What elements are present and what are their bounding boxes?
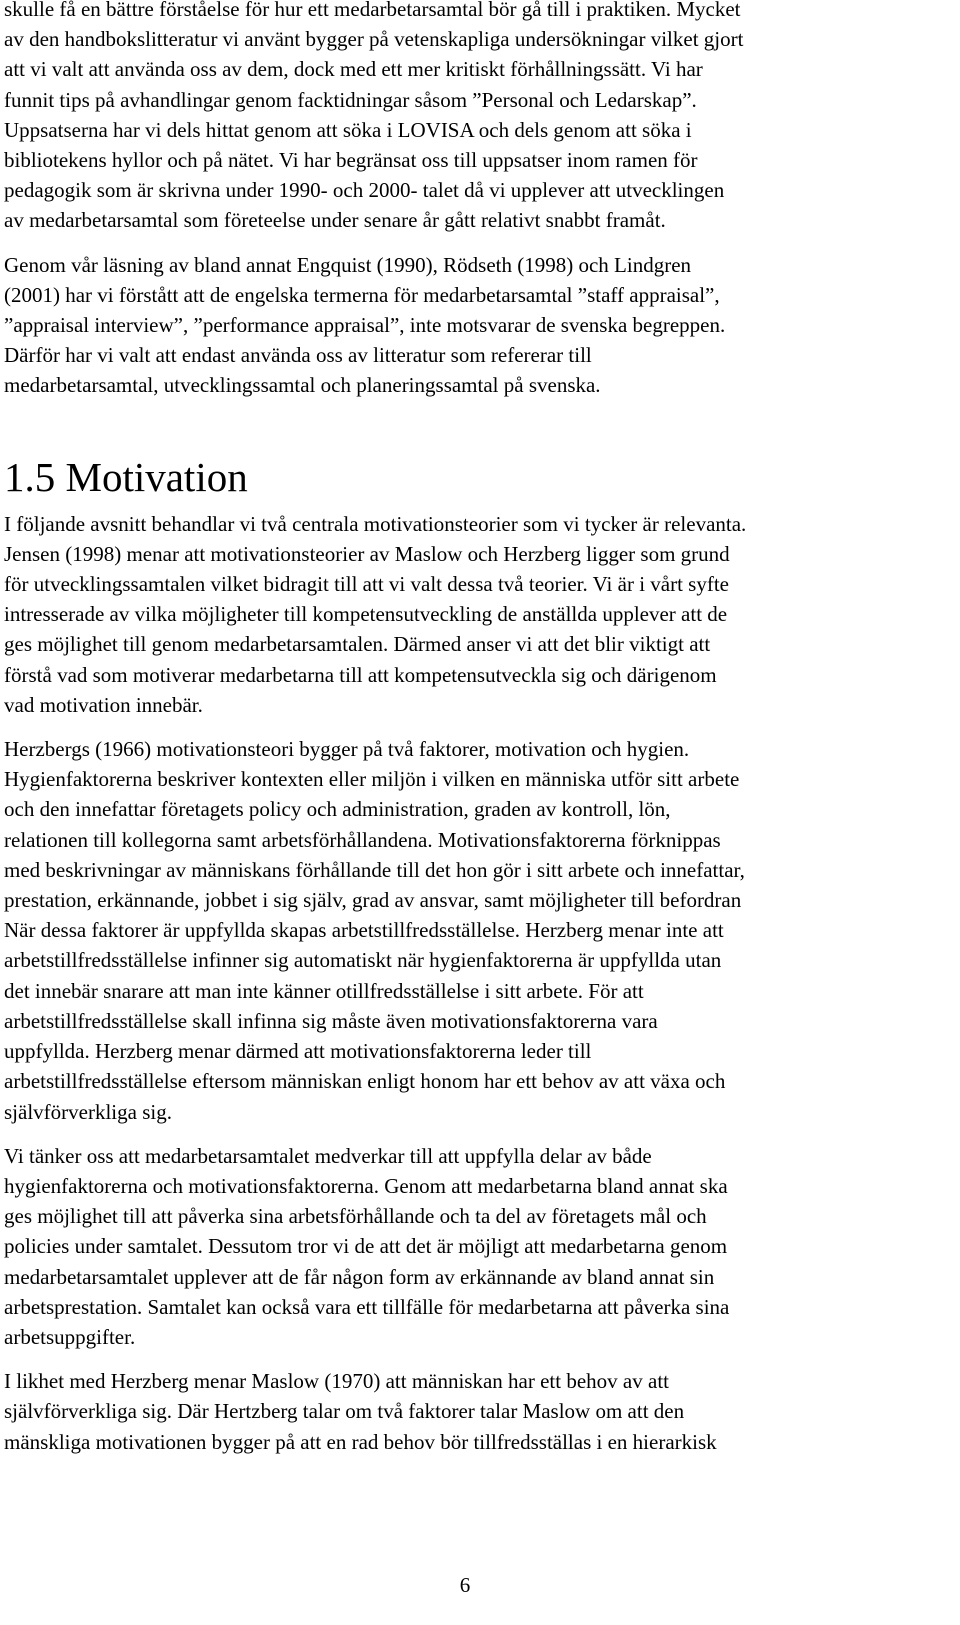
text-line: pedagogik som är skrivna under 1990- och 2000- talet då vi upplever att utvecklingen (4, 178, 725, 203)
text-line: prestation, erkännande, jobbet i sig själv, grad av ansvar, samt möjligheter till befordran (4, 888, 742, 913)
text-line: bibliotekens hyllor och på nätet. Vi har begränsat oss till uppsatser inom ramen för (4, 148, 698, 173)
text-line: Hygienfaktorerna beskriver kontexten eller miljön i vilken en människa utför sitt arbete (4, 767, 740, 792)
text-line: av medarbetarsamtal som företeelse under senare år gått relativt snabbt framåt. (4, 208, 666, 233)
text-line: (2001) har vi förstått att de engelska termerna för medarbetarsamtal ”staff appraisal”, (4, 282, 720, 307)
text-line: vad motivation innebär. (4, 692, 203, 717)
text-line: I likhet med Herzberg menar Maslow (1970) att människan har ett behov av att (4, 1369, 669, 1394)
text-line: mänskliga motivationen bygger på att en rad behov bör tillfredsställas i en hierarkisk (4, 1429, 717, 1454)
text-line: medarbetarsamtal, utvecklingssamtal och planeringssamtal på svenska. (4, 373, 601, 398)
text-line: arbetstillfredsställelse eftersom människan enligt honom har ett behov av att växa och (4, 1069, 726, 1094)
text-line: arbetstillfredsställelse skall infinna sig måste även motivationsfaktorerna vara (4, 1008, 658, 1033)
text-line: självförverkliga sig. (4, 1099, 172, 1124)
text-line: Därför har vi valt att endast använda oss av litteratur som refererar till (4, 343, 592, 368)
text-line: arbetsuppgifter. (4, 1324, 136, 1349)
text-line: av den handbokslitteratur vi använt bygger på vetenskapliga undersökningar vilket gjort (4, 27, 744, 52)
text-line: det innebär snarare att man inte känner otillfredsställelse i sitt arbete. För att (4, 978, 644, 1003)
text-line: policies under samtalet. Dessutom tror vi de att det är möjligt att medarbetarna genom (4, 1234, 728, 1259)
text-line: för utvecklingssamtalen vilket bidragit till att vi valt dessa två teorier. Vi är i vårt syfte (4, 572, 729, 597)
paragraph-sources (4, 0, 956, 236)
text-line: arbetsprestation. Samtalet kan också vara ett tillfälle för medarbetarna att påverka sina (4, 1294, 730, 1319)
text-line: arbetstillfredsställelse infinner sig automatiskt när hygienfaktorerna är uppfyllda utan (4, 948, 722, 973)
text-line: uppfyllda. Herzberg menar därmed att motivationsfaktorerna leder till (4, 1039, 592, 1064)
text-line: Jensen (1998) menar att motivationsteorier av Maslow och Herzberg ligger som grund (4, 541, 730, 566)
text-line: självförverkliga sig. Där Hertzberg talar om två faktorer talar Maslow om att den (4, 1399, 685, 1424)
text-line: ges möjlighet till genom medarbetarsamtalen. Därmed anser vi att det blir viktigt att (4, 632, 711, 657)
paragraph-terminology (4, 250, 956, 401)
text-line: Herzbergs (1966) motivationsteori bygger på två faktorer, motivation och hygien. (4, 737, 690, 762)
text-line: intresserade av vilka möjligheter till kompetensutveckling de anställda upplever att de (4, 602, 728, 627)
text-line: I följande avsnitt behandlar vi två centrala motivationsteorier som vi tycker är relevanta. (4, 511, 747, 536)
text-line: Uppsatserna har vi dels hittat genom att söka i LOVISA och dels genom att söka i (4, 117, 692, 142)
paragraph-motivation-intro (4, 509, 956, 720)
text-line: funnit tips på avhandlingar genom facktidningar såsom ”Personal och Ledarskap”. (4, 87, 697, 112)
paragraph-maslow (4, 1366, 956, 1457)
paragraph-medarbetarsamtal (4, 1141, 956, 1352)
section-heading: 1.5 Motivation (4, 453, 248, 500)
text-line: och den innefattar företagets policy och administration, graden av kontroll, lön, (4, 797, 671, 822)
text-line: medarbetarsamtalet upplever att de får någon form av erkännande av bland annat sin (4, 1264, 715, 1289)
text-line: att vi valt att använda oss av dem, dock med ett mer kritiskt förhållningssätt. Vi har (4, 57, 703, 82)
page-number: 6 (459, 1573, 471, 1597)
text-line: med beskrivningar av människans förhållande till det hon gör i sitt arbete och innefattar, (4, 857, 745, 882)
paragraph-herzberg (4, 734, 956, 1127)
text-line: ges möjlighet till att påverka sina arbetsförhållande och ta del av företagets mål och (4, 1204, 707, 1229)
text-line: hygienfaktorerna och motivationsfaktorerna. Genom att medarbetarna bland annat ska (4, 1173, 728, 1198)
text-line: förstå vad som motiverar medarbetarna till att kompetensutveckla sig och därigenom (4, 662, 717, 687)
text-line: När dessa faktorer är uppfyllda skapas arbetstillfredsställelse. Herzberg menar inte att (4, 918, 724, 943)
text-line: relationen till kollegorna samt arbetsförhållandena. Motivationsfaktorerna förknippas (4, 827, 721, 852)
text-line: ”appraisal interview”, ”performance appraisal”, inte motsvarar de svenska begreppen. (4, 313, 726, 338)
text-line: Genom vår läsning av bland annat Engquist (1990), Rödseth (1998) och Lindgren (4, 252, 692, 277)
text-line: Vi tänker oss att medarbetarsamtalet medverkar till att uppfylla delar av både (4, 1143, 652, 1168)
page-content (4, 0, 956, 1471)
text-line: skulle få en bättre förståelse för hur ett medarbetarsamtal bör gå till i praktiken. Mycket (4, 0, 741, 21)
